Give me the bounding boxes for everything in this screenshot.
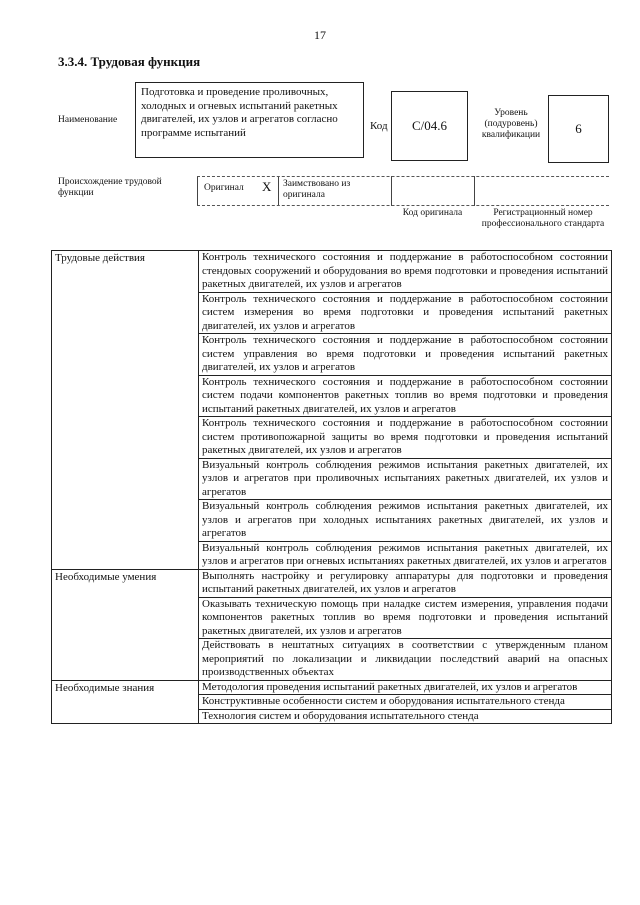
level-value: 6	[575, 121, 582, 136]
row-item: Визуальный контроль соблюдения режимов испытания ракетных двигателей, их узлов и агрегатов при холодных испытаниях ракетных двигателей, их узлов и агрегатов	[199, 500, 612, 542]
borrowed-label: Заимствовано из оригинала	[283, 179, 351, 200]
table-row	[52, 251, 612, 293]
row-item: Контроль технического состояния и поддержание в работоспособном состоянии систем измерения во время подготовки и проведения испытаний ракетных двигателей, их узлов и агрегатов	[199, 292, 612, 334]
origin-divider-4	[474, 176, 475, 206]
row-item: Технология систем и оборудования испытательного стенда	[199, 709, 612, 724]
row-item: Контроль технического состояния и поддержание в работоспособном состоянии систем управления во время подготовки и проведения испытаний ракетных двигателей, их узлов и агрегатов	[199, 334, 612, 376]
page-number: 17	[314, 28, 326, 42]
origin-divider-3	[391, 176, 392, 206]
code-box	[391, 91, 468, 161]
origin-divider-2	[278, 176, 279, 206]
labor-function-table	[51, 250, 612, 724]
section-title: 3.3.4. Трудовая функция	[58, 54, 201, 69]
original-label: Оригинал	[204, 183, 244, 193]
row-category: Необходимые умения	[52, 569, 199, 680]
row-item: Оказывать техническую помощь при наладке систем измерения, управления подачи компонентов ракетных топлив во время подготовки и проведения испытаний ракетных двигателей, их узлов и агрегатов	[199, 597, 612, 639]
reg-number-label: Регистрационный номер профессионального стандарта	[481, 208, 605, 229]
code-original-label: Код оригинала	[402, 208, 463, 218]
row-item: Контроль технического состояния и поддержание в работоспособном состоянии систем подачи компонентов ракетных топлив во время подготовки и проведения испытаний ракетных двигателей, их узлов и агрегатов	[199, 375, 612, 417]
row-item: Конструктивные особенности систем и оборудования испытательного стенда	[199, 695, 612, 710]
origin-top-line	[197, 176, 609, 177]
code-label: Код	[370, 120, 388, 132]
table-row	[52, 680, 612, 695]
row-item: Методология проведения испытаний ракетных двигателей, их узлов и агрегатов	[199, 680, 612, 695]
row-category: Необходимые знания	[52, 680, 199, 724]
row-item: Контроль технического состояния и поддержание в работоспособном состоянии систем противопожарной защиты во время подготовки и проведения испытаний ракетных двигателей, их узлов и агрегатов	[199, 417, 612, 459]
row-category: Трудовые действия	[52, 251, 199, 570]
level-label: Уровень (подуровень) квалификации	[481, 108, 541, 140]
function-name-box	[135, 82, 364, 158]
function-name-value: Подготовка и проведение проливочных, холодных и огневых испытаний ракетных двигателей, их узлов и агрегатов согласно программе испытаний	[141, 86, 338, 139]
row-item: Выполнять настройку и регулировку аппаратуры для подготовки и проведения испытаний ракетных двигателей, их узлов и агрегатов	[199, 569, 612, 597]
row-item: Визуальный контроль соблюдения режимов испытания ракетных двигателей, их узлов и агрегатов при огневых испытаниях ракетных двигателей, их узлов и агрегатов	[199, 541, 612, 569]
code-value: C/04.6	[411, 118, 448, 133]
name-label: Наименование	[58, 115, 118, 125]
origin-divider	[197, 176, 198, 206]
row-item: Действовать в нештатных ситуациях в соответствии с утвержденным планом мероприятий по локализации и ликвидации последствий аварий на опасных производственных объектах	[199, 639, 612, 681]
origin-bottom-line	[197, 205, 609, 206]
table-row	[52, 569, 612, 597]
row-item: Контроль технического состояния и поддержание в работоспособном состоянии стендовых сооружений и оборудования во время подготовки и проведения испытаний ракетных двигателей, их узлов и агрегатов	[199, 251, 612, 293]
level-box	[548, 95, 609, 163]
row-item: Визуальный контроль соблюдения режимов испытания ракетных двигателей, их узлов и агрегатов при проливочных испытаниях ракетных двигателей, их узлов и агрегатов	[199, 458, 612, 500]
origin-label: Происхождение трудовой функции	[58, 177, 162, 198]
original-mark: X	[262, 179, 272, 194]
